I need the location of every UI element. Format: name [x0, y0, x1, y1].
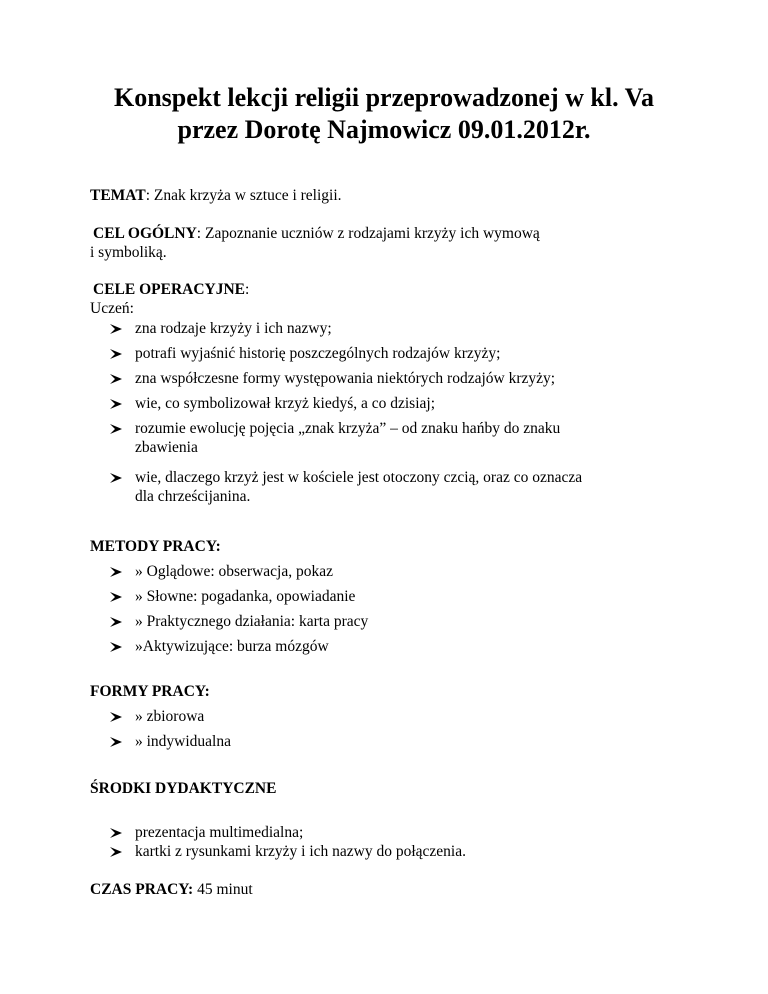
arrow-bullet-icon — [110, 349, 122, 359]
uczen-intro: Uczeń: — [90, 300, 134, 317]
cele-item-text: wie, dlaczego krzyż jest w kościele jest otoczony czcią, oraz co oznacza — [135, 469, 583, 486]
formy-pracy-heading: FORMY PRACY: — [90, 683, 210, 700]
cel-ogolny-text: : Zapoznanie uczniów z rodzajami krzyży ich wymową — [196, 225, 540, 242]
arrow-bullet-icon — [110, 737, 122, 747]
arrow-bullet-icon — [110, 847, 122, 857]
cel-ogolny-line-2: i symboliką. — [90, 244, 167, 261]
arrow-bullet-icon — [110, 324, 122, 334]
arrow-bullet-icon — [110, 567, 122, 577]
cele-item-text: zna rodzaje krzyży i ich nazwy; — [135, 320, 332, 337]
cele-item-text: wie, co symbolizował krzyż kiedyś, a co dzisiaj; — [135, 395, 436, 412]
title-line-1: Konspekt lekcji religii przeprowadzonej w kl. Va — [114, 83, 654, 112]
arrow-bullet-icon — [110, 617, 122, 627]
srodki-heading: ŚRODKI DYDAKTYCZNE — [90, 780, 277, 797]
czas-pracy-value: 45 minut — [193, 881, 253, 898]
arrow-bullet-icon — [110, 374, 122, 384]
document-title — [60, 82, 708, 146]
cel-ogolny-label: CEL OGÓLNY — [93, 225, 197, 242]
cele-operacyjne-label: CELE OPERACYJNE — [93, 281, 246, 298]
cele-operacyjne-colon: : — [245, 281, 250, 298]
arrow-bullet-icon — [110, 642, 122, 652]
arrow-bullet-icon — [110, 424, 122, 434]
czas-pracy-paragraph — [90, 880, 253, 899]
czas-pracy-label: CZAS PRACY: — [90, 881, 194, 898]
cele-item-text: potrafi wyjaśnić historię poszczególnych rodzajów krzyży; — [135, 345, 501, 362]
cele-item-text-continued: dla chrześcijanina. — [135, 488, 251, 505]
srodki-item-text: kartki z rysunkami krzyży i ich nazwy do połączenia. — [135, 843, 466, 860]
metody-item-text: » Oglądowe: obserwacja, pokaz — [135, 563, 333, 580]
metody-pracy-heading: METODY PRACY: — [90, 538, 221, 555]
arrow-bullet-icon — [110, 399, 122, 409]
temat-label: TEMAT — [90, 187, 146, 204]
cele-operacyjne-heading — [93, 280, 249, 299]
title-line-2: przez Dorotę Najmowicz 09.01.2012r. — [177, 115, 591, 144]
temat-text: : Znak krzyża w sztuce i religii. — [145, 187, 342, 204]
cele-item-text: rozumie ewolucję pojęcia „znak krzyża” – od znaku hańby do znaku — [135, 420, 561, 437]
metody-item-text: » Słowne: pogadanka, opowiadanie — [135, 588, 356, 605]
formy-item-text: » indywidualna — [135, 733, 231, 750]
metody-item-text: »Aktywizujące: burza mózgów — [135, 638, 329, 655]
arrow-bullet-icon — [110, 592, 122, 602]
arrow-bullet-icon — [110, 473, 122, 483]
cel-ogolny-paragraph — [93, 224, 540, 243]
formy-item-text: » zbiorowa — [135, 708, 205, 725]
arrow-bullet-icon — [110, 712, 122, 722]
cele-item-text: zna współczesne formy występowania niektórych rodzajów krzyży; — [135, 370, 556, 387]
srodki-item-text: prezentacja multimedialna; — [135, 824, 304, 841]
cele-item-text-continued: zbawienia — [135, 439, 198, 456]
temat-paragraph — [90, 186, 342, 205]
metody-item-text: » Praktycznego działania: karta pracy — [135, 613, 369, 630]
arrow-bullet-icon — [110, 828, 122, 838]
